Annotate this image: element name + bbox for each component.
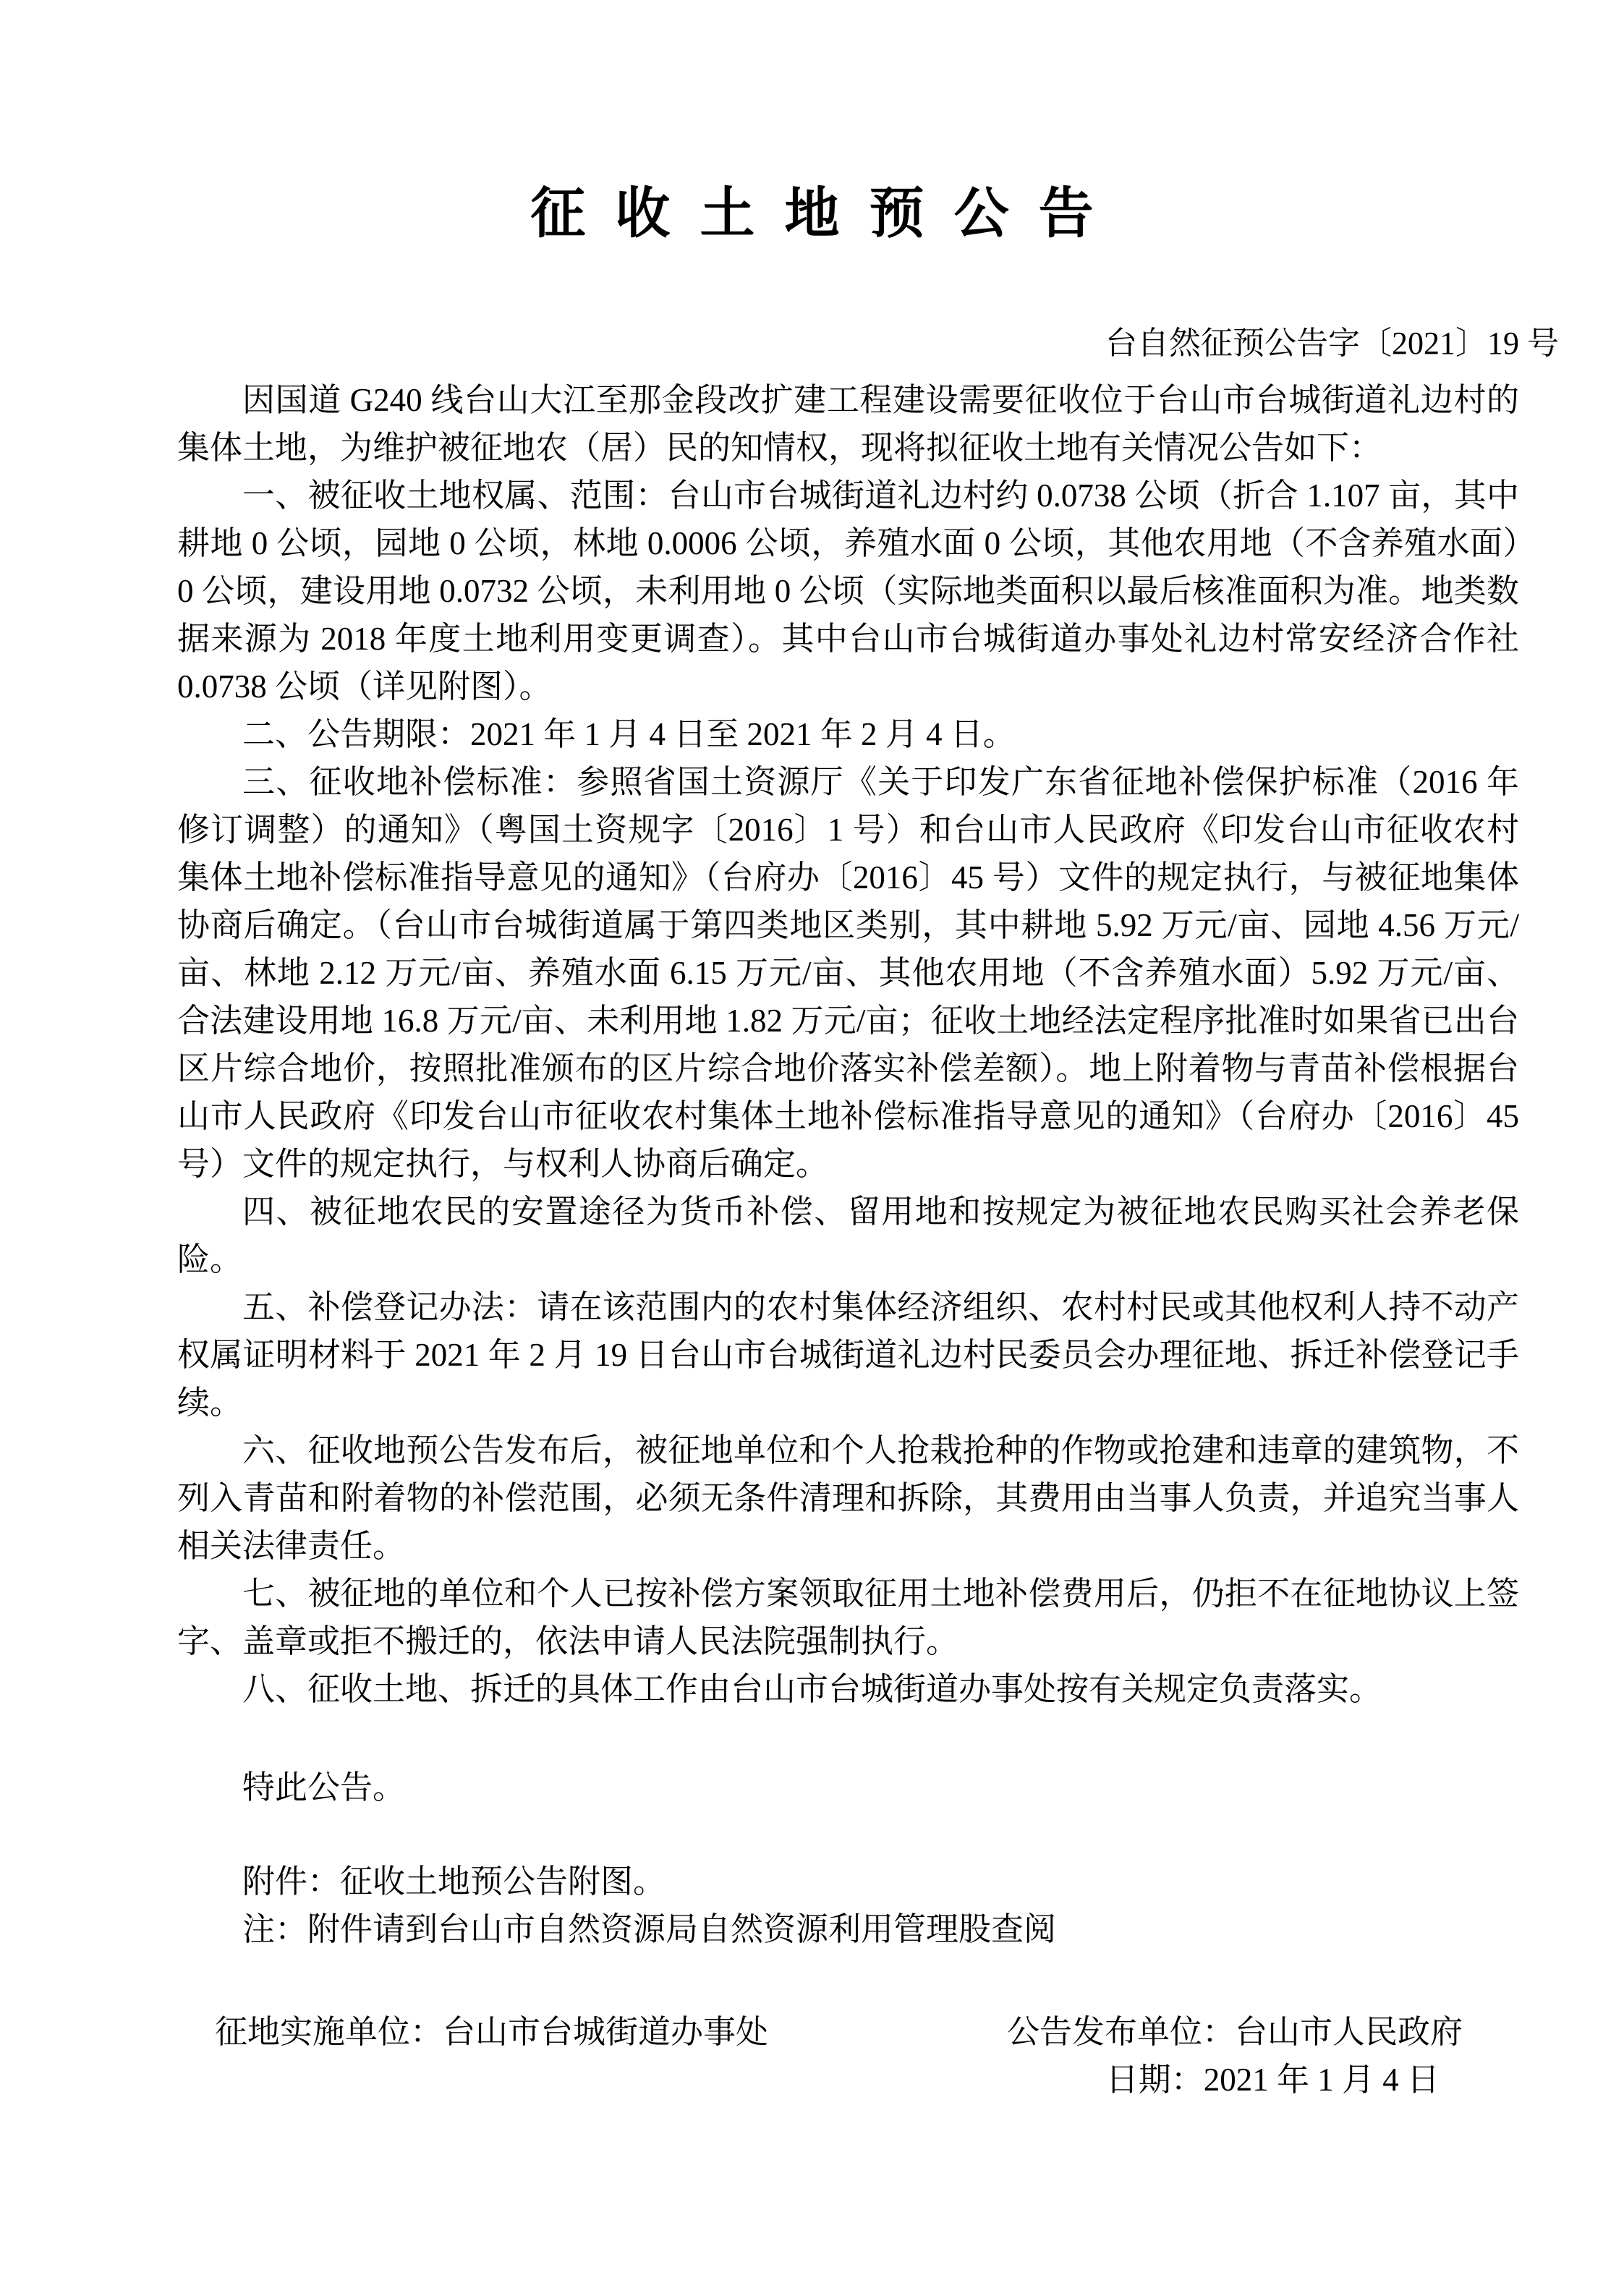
implementing-unit: 征地实施单位：台山市台城街道办事处 bbox=[215, 2014, 769, 2051]
closing-statement: 特此公告。 bbox=[242, 1769, 406, 1806]
document-number: 台自然征预公告字〔2021〕19 号 bbox=[1105, 326, 1559, 362]
section-6-paragraph: 六、征收地预公告发布后，被征地单位和个人抢栽抢种的作物或抢建和违章的建筑物，不列入青苗和附着物的补偿范围，必须无条件清理和拆除，其费用由当事人负责，并追究当事人相关法律责任。 bbox=[177, 1432, 1519, 1565]
intro-paragraph: 因国道 G240 线台山大江至那金段改扩建工程建设需要征收位于台山市台城街道礼边村的集体土地，为维护被征地农（居）民的知情权，现将拟征收土地有关情况公告如下： bbox=[177, 382, 1519, 467]
section-1-paragraph: 一、被征收土地权属、范围：台山市台城街道礼边村约 0.0738 公顷（折合 1.107 亩，其中耕地 0 公顷，园地 0 公顷，林地 0.0006 公顷，养殖水面 0 公顷，其他农用地（不含养殖水面）0 公顷，建设用地 0.0732 公顷，未利用地 0 公顷（实际地类面积以最后核准面积为准。地类数据来源为 2018 年度土地利用变更调查）。其中台山市台城街道办事处礼边村常安经济合作社 0.0738 公顷（详见附图）。 bbox=[177, 477, 1519, 705]
section-2-paragraph: 二、公告期限：2021 年 1 月 4 日至 2021 年 2 月 4 日。 bbox=[242, 716, 1016, 753]
attachment-line: 附件：征收土地预公告附图。 bbox=[242, 1863, 666, 1900]
section-4-paragraph: 四、被征地农民的安置途径为货币补偿、留用地和按规定为被征地农民购买社会养老保险。 bbox=[177, 1194, 1519, 1278]
section-5-paragraph: 五、补偿登记办法：请在该范围内的农村集体经济组织、农村村民或其他权利人持不动产权属证明材料于 2021 年 2 月 19 日台山市台城街道礼边村民委员会办理征地、拆迁补偿登记手续。 bbox=[177, 1289, 1519, 1421]
page-title: 征收土地预公告 bbox=[530, 183, 1123, 245]
issuing-unit: 公告发布单位：台山市人民政府 bbox=[1006, 2014, 1463, 2051]
section-3-paragraph: 三、征收地补偿标准：参照省国土资源厅《关于印发广东省征地补偿保护标准（2016 年修订调整）的通知》（粤国土资规字〔2016〕1 号）和台山市人民政府《印发台山市征收农村集体土地补偿标准指导意见的通知》（台府办〔2016〕45 号）文件的规定执行，与被征地集体协商后确定。（台山市台城街道属于第四类地区类别，其中耕地 5.92 万元/亩、园地 4.56 万元/亩、林地 2.12 万元/亩、养殖水面 6.15 万元/亩、其他农用地（不含养殖水面）5.92 万元/亩、合法建设用地 16.8 万元/亩、未利用地 1.82 万元/亩；征收土地经法定程序批准时如果省已出台区片综合地价，按照批准颁布的区片综合地价落实补偿差额）。地上附着物与青苗补偿根据台山市人民政府《印发台山市征收农村集体土地补偿标准指导意见的通知》（台府办〔2016〕45 号）文件的规定执行，与权利人协商后确定。 bbox=[177, 764, 1519, 1183]
section-7-paragraph: 七、被征地的单位和个人已按补偿方案领取征用土地补偿费用后，仍拒不在征地协议上签字、盖章或拒不搬迁的，依法申请人民法院强制执行。 bbox=[177, 1576, 1519, 1660]
note-line: 注：附件请到台山市自然资源局自然资源利用管理股查阅 bbox=[242, 1911, 1057, 1948]
section-8-paragraph: 八、征收土地、拆迁的具体工作由台山市台城街道办事处按有关规定负责落实。 bbox=[242, 1671, 1382, 1708]
document-body bbox=[0, 376, 1624, 2104]
signature-row bbox=[177, 2008, 1519, 2056]
issue-date: 日期：2021 年 1 月 4 日 bbox=[1105, 2062, 1440, 2099]
